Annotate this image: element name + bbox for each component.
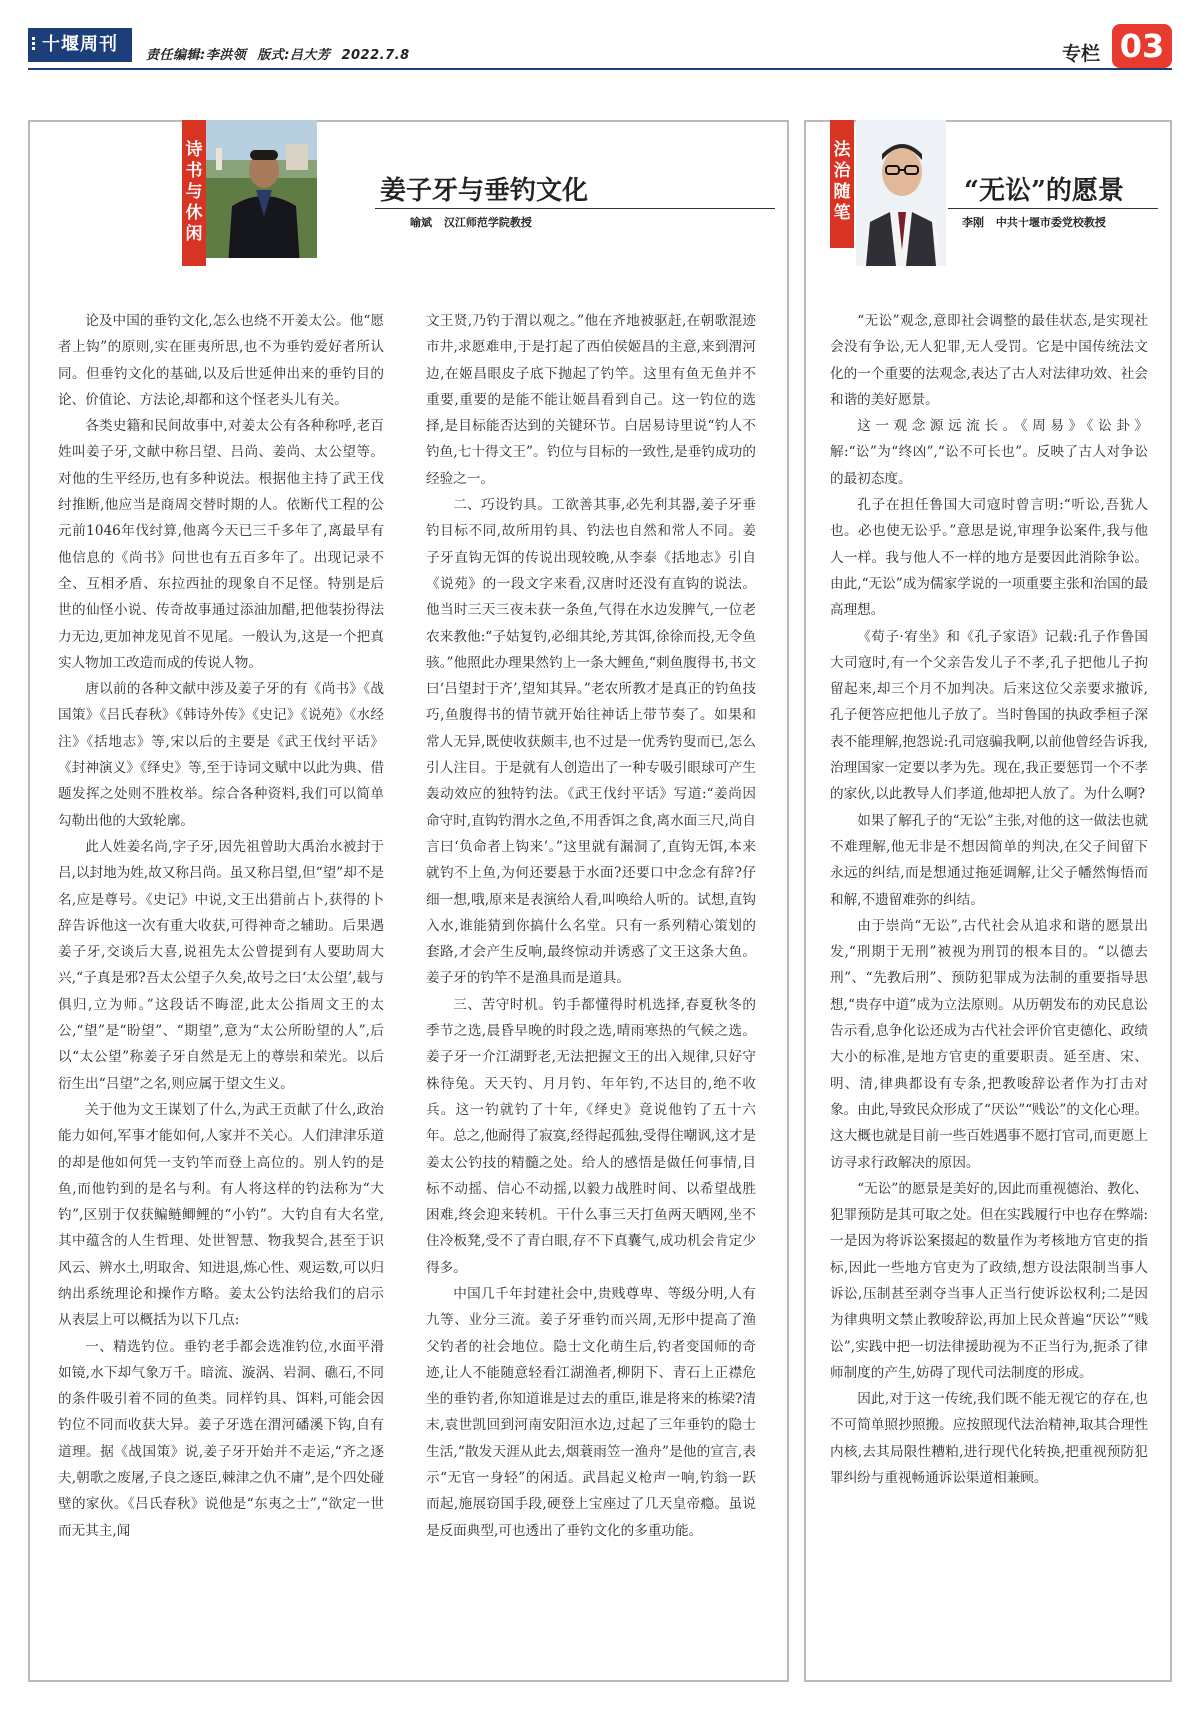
paragraph: 一、精选钓位。垂钓老手都会选准钓位,水面平滑如镜,水下却气象万千。暗流、漩涡、岩洞、礁石,不同的条件吸引着不同的鱼类。同样钓具、饵料,可能会因钓位不同而收获大异。姜子牙选在渭河磻溪下钩,自有道理。据《战国策》说,姜子牙开始并不走运,“齐之逐夫,朝歌之废屠,子良之逐臣,棘津之仇不庸”,是个四处碰壁的家伙。《吕氏春秋》说他是“东夷之士”,“欲定一世而无其主,闻 <box>58 1338 384 1539</box>
paragraph: 此人姓姜名尚,字子牙,因先祖曾助大禹治水被封于吕,以封地为姓,故又称吕尚。虽又称吕望,但“望”却不是名,应是尊号。《史记》中说,文王出猎前占卜,获得的卜辞告诉他这一次有重大收获,可得神奇之辅助。后果遇姜子牙,交谈后大喜,说祖先太公曾提到有人要助周大兴,“子真是邪?吾太公望子久矣,故号之曰‘太公望’,载与俱归,立为师。”这段话不晦涩,此太公指周文王的太公,“望”是“盼望”、“期望”,意为“太公所盼望的人”,后以“太公望”称姜子牙自然是无上的尊崇和荣光。以后衍生出“吕望”之名,则应属于望文生义。 <box>58 838 384 1092</box>
paragraph: 三、苦守时机。钓手都懂得时机选择,春夏秋冬的季节之选,晨昏早晚的时段之选,晴雨寒热的气候之选。姜子牙一介江湖野老,无法把握文王的出入规律,只好守株待兔。天天钓、月月钓、年年钓,不达目的,绝不收兵。这一钓就钓了十年,《绎史》竟说他钓了五十六年。总之,他耐得了寂寞,经得起孤独,受得住嘲讽,这才是姜太公钓技的精髓之处。给人的感悟是做任何事情,目标不动摇、信心不动摇,以毅力战胜时间、以希望战胜困难,终会迎来转机。干什么事三天打鱼两天晒网,坐不住冷板凳,受不了青白眼,存不下真囊气,成功机会肯定少得多。 <box>426 996 756 1276</box>
masthead <box>28 28 132 62</box>
paragraph: 论及中国的垂钓文化,怎么也绕不开姜太公。他“愿者上钩”的原则,实在匪夷所思,也不为垂钓爱好者所认同。但垂钓文化的基础,以及后世延伸出来的垂钓目的论、价值论、方法论,却都和这个怪老头儿有关。 <box>58 313 384 408</box>
paragraph: 这一观念源远流长。《周易》《讼卦》解:“讼”为“终凶”,“讼不可长也”。反映了古人对争讼的最初态度。 <box>830 418 1148 487</box>
portrait-left-illustration <box>206 120 317 258</box>
left-article-title: 姜子牙与垂钓文化 <box>380 176 589 206</box>
left-byline <box>410 214 540 230</box>
masthead-title: 十堰周刊 <box>42 34 118 55</box>
paragraph: 因此,对于这一传统,我们既不能无视它的存在,也不可简单照抄照搬。应按照现代法治精神,取其合理性内核,去其局限性糟粕,进行现代化转换,把重视预防犯罪纠纷与重视畅通诉讼渠道相兼顾。 <box>830 1391 1148 1487</box>
paragraph: 关于他为文王谋划了什么,为武王贡献了什么,政治能力如何,军事才能如何,人家并不关心。人们津津乐道的却是他如何凭一支钓竿而登上高位的。别人钓的是鱼,而他钓到的是名与利。有人将这样的钓法称为“大钓”,区别于仅获鳊鲢鲫鲤的“小钓”。大钓自有大名堂,其中蕴含的人生哲理、处世智慧、物我契合,甚至于识风云、辨水土,明取舍、知进退,炼心性、观运数,可以归纳出系统理论和操作方略。姜太公钓法给我们的启示从表层上可以概括为以下几点: <box>58 1101 384 1329</box>
header-date: 2022.7.8 <box>341 48 410 63</box>
page-number-badge: 03 <box>1112 24 1172 68</box>
header-layout: 版式:吕大芳 <box>257 48 331 63</box>
left-article-column-2 <box>426 308 756 1544</box>
portrait-right-illustration <box>856 120 946 266</box>
paragraph: 由于崇尚“无讼”,古代社会从追求和谐的愿景出发,“刑期于无刑”被视为刑罚的根本目的。“以德去刑”、“先教后刑”、预防犯罪成为法制的重要指导思想,“贵存中道”成为立法原则。从历朝发布的劝民息讼告示看,息争化讼还成为古代社会评价官吏德化、政绩大小的标准,是地方官吏的重要职责。延至唐、宋、明、清,律典都设有专条,把教唆辞讼者作为打击对象。由此,导致民众形成了“厌讼”“贱讼”的文化心理。这大概也就是目前一些百姓遇事不愿打官司,而更愿上访寻求行政解决的原因。 <box>830 917 1148 1171</box>
paragraph: “无讼”观念,意即社会调整的最佳状态,是实现社会没有争讼,无人犯罪,无人受罚。它是中国传统法文化的一个重要的法观念,表达了古人对法律功效、社会和谐的美好愿景。 <box>830 313 1148 408</box>
header-editor: 责任编辑:李洪领 <box>146 48 247 63</box>
right-author: 李刚 <box>962 216 984 229</box>
paragraph: 《荀子·宥坐》和《孔子家语》记载:孔子作鲁国大司寇时,有一个父亲告发儿子不孝,孔子把他儿子拘留起来,却三个月不加判决。后来这位父亲要求撤诉,孔子便答应把他儿子放了。当时鲁国的执政季桓子深表不能理解,抱怨说:孔司寇骗我啊,以前他曾经告诉我,治理国家一定要以孝为先。现在,我正要惩罚一个不孝的家伙,以此教导人们孝道,他却把人放了。为什么啊? <box>830 628 1148 803</box>
left-article-column-1 <box>58 308 384 1544</box>
paragraph: 唐以前的各种文献中涉及姜子牙的有《尚书》《战国策》《吕氏春秋》《韩诗外传》《史记》《说苑》《水经注》《括地志》等,宋以后的主要是《武王伐纣平话》《封神演义》《绎史》等,至于诗词文赋中以此为典、借题发挥之处则不胜枚举。综合各种资料,我们可以简单勾勒出他的大致轮廓。 <box>58 681 384 829</box>
author-portrait-left <box>206 120 317 258</box>
paragraph: 如果了解孔子的“无讼”主张,对他的这一做法也就不难理解,他无非是不想因简单的判决,在父子间留下永远的纠结,而是想通过拖延调解,让父子幡然悔悟而和解,不遗留难弥的纠结。 <box>830 812 1148 908</box>
left-column-label: 诗 书 与 休 闲 <box>182 120 206 266</box>
header-rule <box>28 68 1172 70</box>
left-affiliation: 汉江师范学院教授 <box>443 216 532 229</box>
left-title-rule <box>375 208 775 209</box>
paragraph: 孔子在担任鲁国大司寇时曾言明:“听讼,吾犹人也。必也使无讼乎。”意思是说,审理争讼案件,我与他人一样。我与他人不一样的地方是要因此消除争讼。由此,“无讼”成为儒家学说的一项重要主张和治国的最高理想。 <box>830 497 1148 619</box>
paragraph: 文王贤,乃钓于渭以观之。”他在齐地被驱赶,在朝歌混迹市井,求愿难申,于是打起了西伯侯姬昌的主意,来到渭河边,在姬昌眼皮子底下抛起了钓竿。这里有鱼无鱼并不重要,重要的是能不能让姬昌看到自己。这一钓位的选择,是目标能否达到的关键环节。白居易诗里说“钓人不钓鱼,七十得文王”。钓位与目标的一致性,是垂钓成功的经验之一。 <box>426 313 756 487</box>
right-column-label: 法 治 随 笔 <box>830 120 854 248</box>
right-article-column <box>830 308 1148 1491</box>
paragraph: 各类史籍和民间故事中,对姜太公有各种称呼,老百姓叫姜子牙,文献中称吕望、吕尚、姜尚、太公望等。对他的生平经历,也有多种说法。根据他主持了武王伐纣推断,他应当是商周交替时期的人。依断代工程的公元前1046年伐纣算,他离今天已三千多年了,离最早有他信息的《尚书》问世也有五百多年了。出现记录不全、互相矛盾、东拉西扯的现象自不足怪。特别是后世的仙怪小说、传奇故事通过添油加醋,把他装扮得法力无边,更加神龙见首不见尾。一般认为,这是一个把真实人物加工改造而成的传说人物。 <box>58 418 384 671</box>
paragraph: 中国几千年封建社会中,贵贱尊卑、等级分明,人有九等、业分三流。姜子牙垂钓而兴周,无形中提高了渔父钓者的社会地位。隐士文化萌生后,钓者变国师的奇迹,让人不能随意轻看江湖渔者,柳阴下、青石上正襟危坐的垂钓者,你知道谁是过去的重臣,谁是将来的栋梁?清末,袁世凯回到河南安阳洹水边,过起了三年垂钓的隐士生活,“散发天涯从此去,烟蓑雨笠一渔舟”是他的宣言,表示“无官一身轻”的闲适。武昌起义枪声一响,钓翁一跃而起,施展窃国手段,硬登上宝座过了几天皇帝瘾。虽说是反面典型,可也透出了垂钓文化的多重功能。 <box>426 1285 756 1539</box>
paragraph: 二、巧设钓具。工欲善其事,必先利其器,姜子牙垂钓目标不同,故所用钓具、钓法也自然和常人不同。姜子牙直钩无饵的传说出现较晚,从李泰《括地志》引自《说苑》的一段文字来看,汉唐时还没有直钩的说法。他当时三天三夜未获一条鱼,气得在水边发脾气,一位老农来教他:“子姑复钓,必细其纶,芳其饵,徐徐而投,无令鱼骇。”他照此办理果然钓上一条大鲤鱼,“刺鱼腹得书,书文曰‘吕望封于齐’,望知其异。”老农所教才是真正的钓鱼技巧,鱼腹得书的情节就开始往神话上带节奏了。如果和常人无异,既使收获颇丰,也不过是一优秀钓叟而已,怎么引人注目。于是就有人创造出了一种专吸引眼球可产生轰动效应的独特钓法。《武王伐纣平话》写道:“姜尚因命守时,直钩钓渭水之鱼,不用香饵之食,离水面三尺,尚自言曰‘负命者上钩来’。”这里就有漏洞了,直钩无饵,本来就钓不上鱼,为何还要悬于水面?还要口中念念有辞?仔细一想,哦,原来是表演给人看,叫唤给人听的。试想,直钩入水,谁能猜到你搞什么名堂。只有一系列精心策划的套路,才会产生反响,最终惊动并诱惑了文王这条大鱼。姜子牙的钓竿不是渔具而是道具。 <box>426 497 756 987</box>
author-portrait-right <box>856 120 946 266</box>
paragraph: “无讼”的愿景是美好的,因此而重视德治、教化、犯罪预防是其可取之处。但在实践履行中也存在弊端:一是因为将诉讼案掇起的数量作为考核地方官吏的指标,因此一些地方官吏为了政绩,想方设法限制当事人诉讼,压制甚至剥夺当事人正当行使诉讼权利;二是因为律典明文禁止教唆辞讼,再加上民众普遍“厌讼”“贱讼”,实践中把一切法律援助视为不正当行为,扼杀了律师制度的产生,妨碍了现代司法制度的形成。 <box>830 1180 1148 1381</box>
right-affiliation: 中共十堰市委党校教授 <box>995 216 1106 229</box>
right-title-rule <box>948 208 1158 209</box>
section-label: 专栏 <box>1061 43 1100 65</box>
left-author: 喻斌 <box>410 216 432 229</box>
right-byline <box>962 214 1114 230</box>
header-meta <box>146 44 416 63</box>
masthead-dots-decoration <box>32 37 36 52</box>
right-article-title: “无讼”的愿景 <box>964 176 1124 206</box>
